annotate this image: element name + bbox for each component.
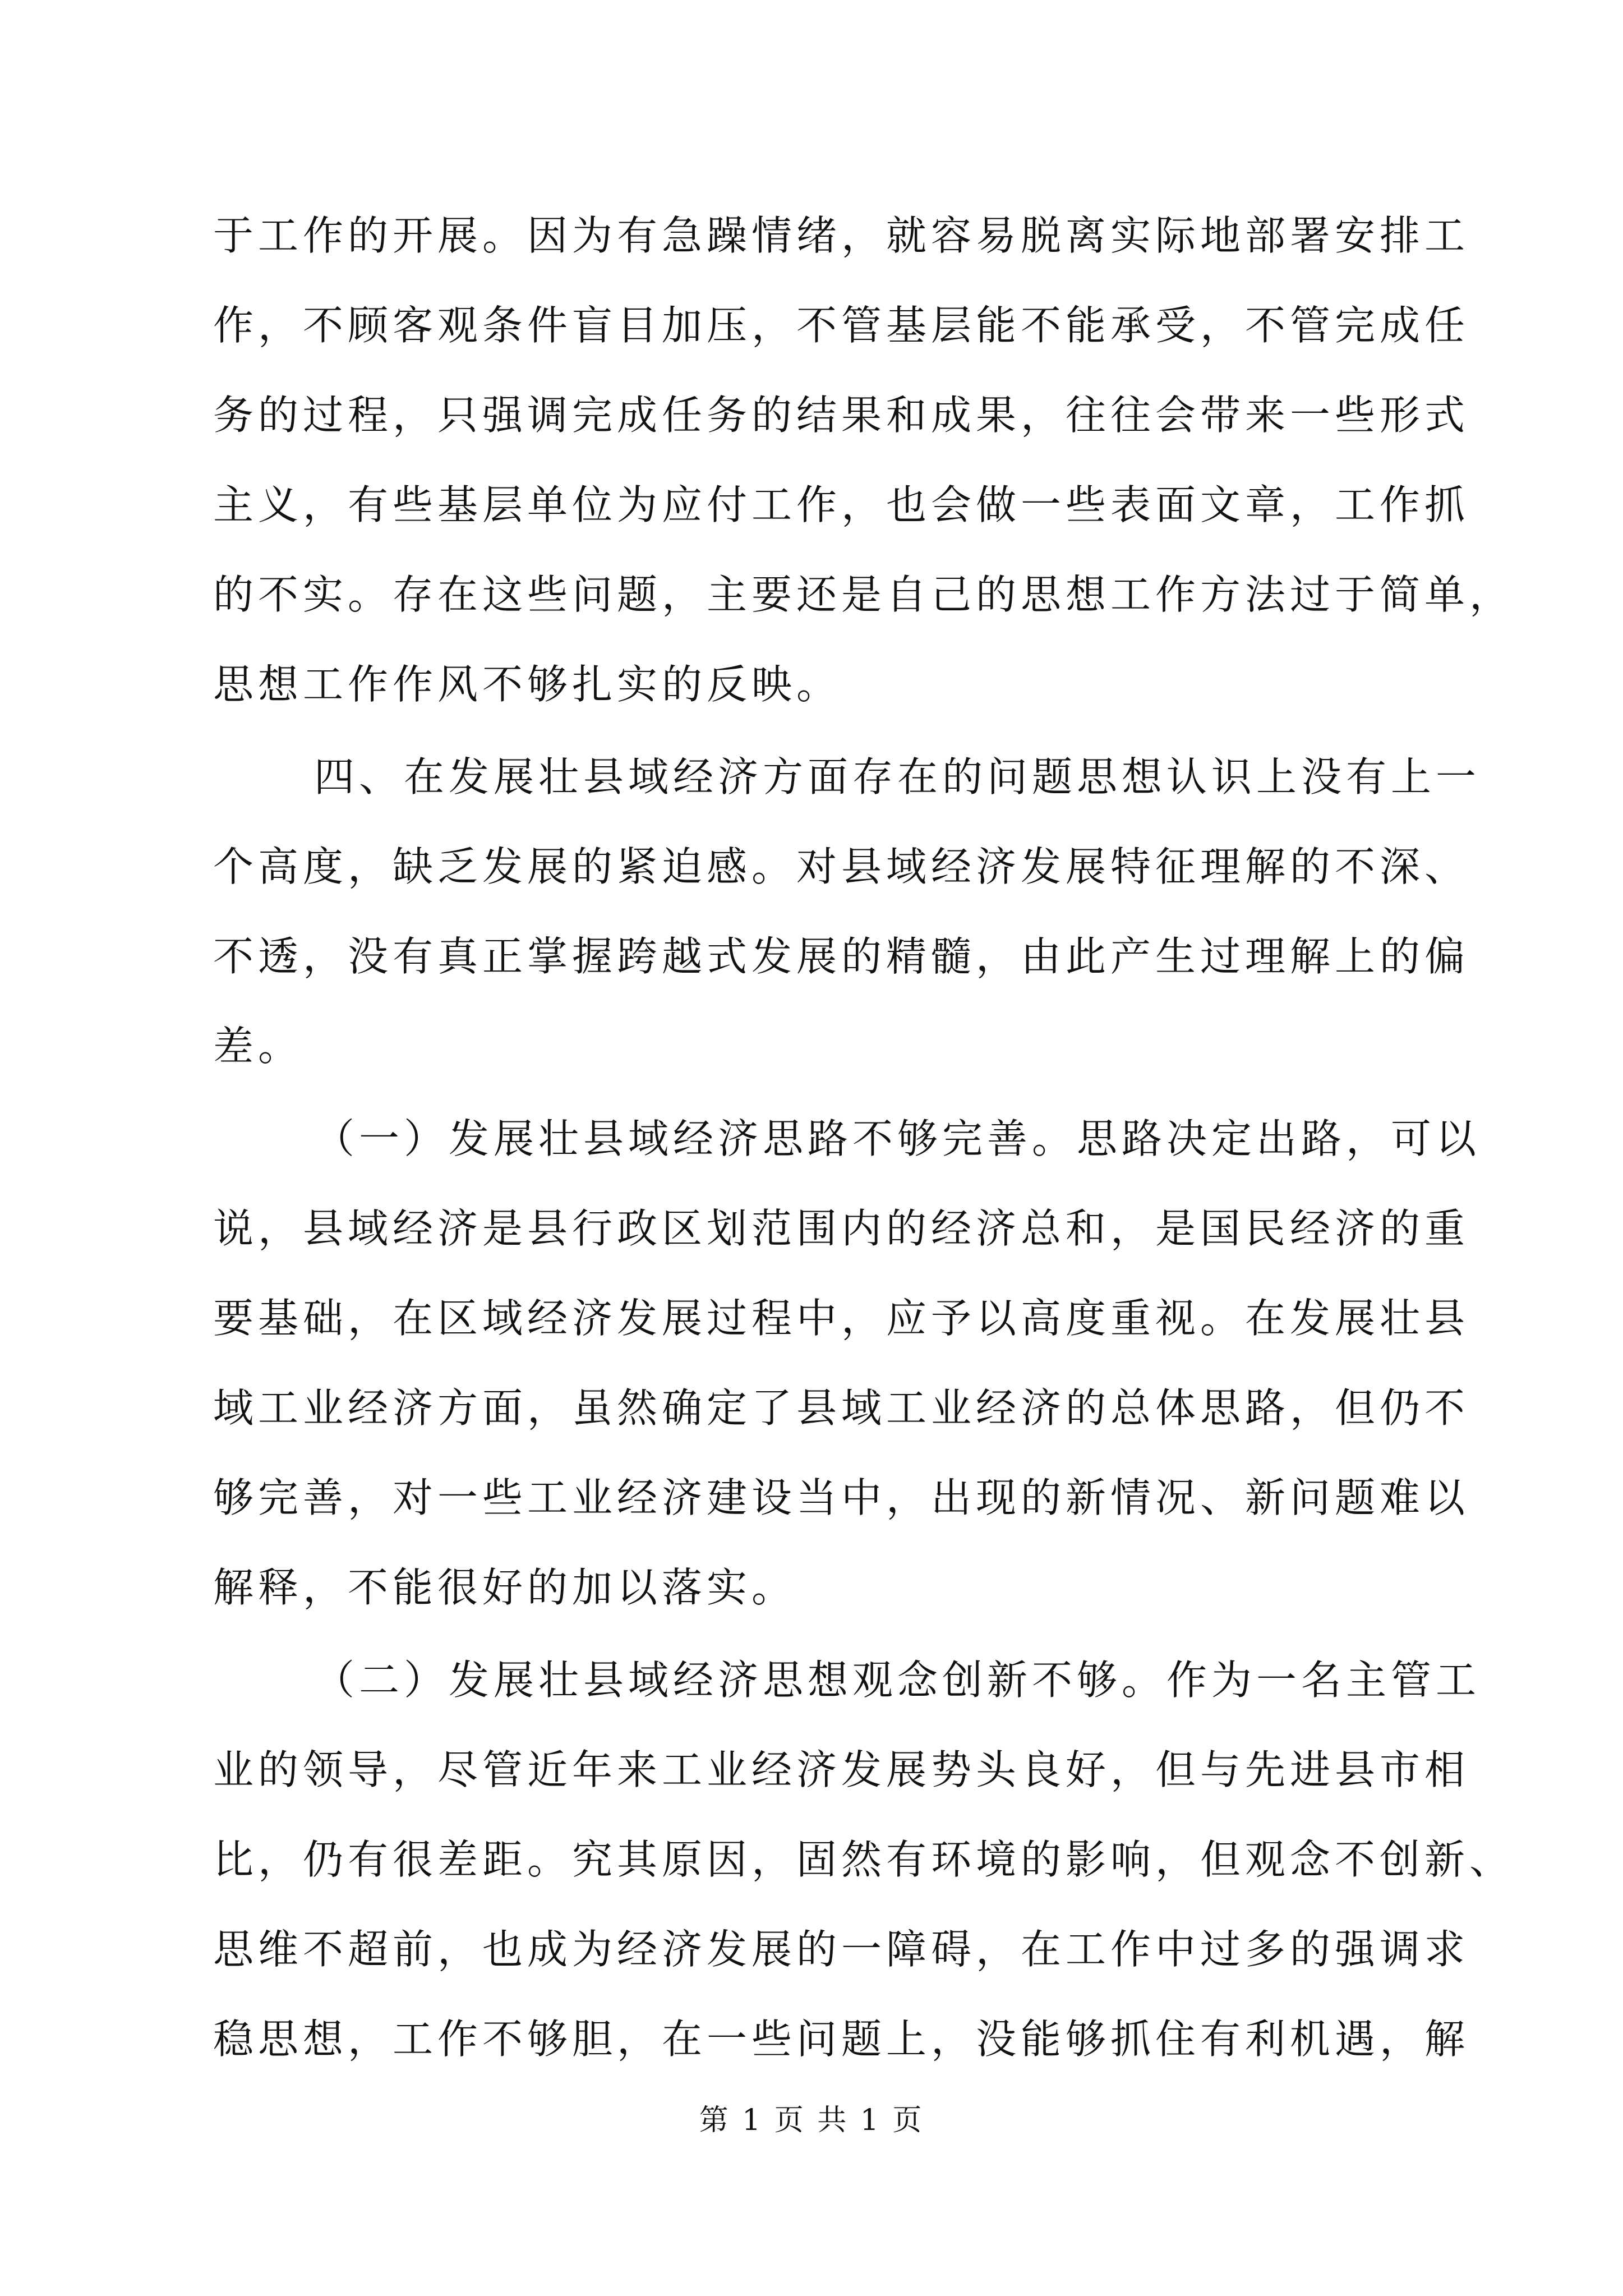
text-line: 务的过程，只强调完成任务的结果和成果，往往会带来一些形式 <box>213 392 1470 439</box>
text-line: 要基础，在区域经济发展过程中，应予以高度重视。在发展壮县 <box>213 1295 1470 1342</box>
text-line: 主义，有些基层单位为应付工作，也会做一些表面文章，工作抓 <box>213 481 1470 528</box>
text-line: 作，不顾客观条件盲目加压，不管基层能不能承受，不管完成任 <box>213 302 1470 349</box>
text-line: 思维不超前，也成为经济发展的一障碍，在工作中过多的强调求 <box>213 1926 1470 1973</box>
text-line: （一）发展壮县域经济思路不够完善。思路决定出路，可以 <box>314 1115 1481 1162</box>
text-line: 思想工作作风不够扎实的反映。 <box>213 661 842 708</box>
text-line: 解释，不能很好的加以落实。 <box>213 1564 797 1611</box>
text-line: 稳思想，工作不够胆，在一些问题上，没能够抓住有利机遇，解 <box>213 2016 1470 2063</box>
page-number-footer: 第 1 页 共 1 页 <box>699 2104 924 2137</box>
text-line: 于工作的开展。因为有急躁情绪，就容易脱离实际地部署安排工 <box>213 212 1470 259</box>
text-line: （二）发展壮县域经济思想观念创新不够。作为一名主管工 <box>314 1657 1481 1704</box>
text-line: 够完善，对一些工业经济建设当中，出现的新情况、新问题难以 <box>213 1474 1470 1521</box>
text-line: 个高度，缺乏发展的紧迫感。对县域经济发展特征理解的不深、 <box>213 843 1470 890</box>
text-line: 差。 <box>213 1023 303 1070</box>
text-line: 的不实。存在这些问题，主要还是自己的思想工作方法过于简单， <box>213 571 1515 618</box>
text-line: 不透，没有真正掌握跨越式发展的精髓，由此产生过理解上的偏 <box>213 933 1470 980</box>
text-line: 四、在发展壮县域经济方面存在的问题思想认识上没有上一 <box>314 753 1481 800</box>
text-line: 域工业经济方面，虽然确定了县域工业经济的总体思路，但仍不 <box>213 1384 1470 1432</box>
text-line: 说，县域经济是县行政区划范围内的经济总和，是国民经济的重 <box>213 1205 1470 1252</box>
text-line: 比，仍有很差距。究其原因，固然有环境的影响，但观念不创新、 <box>213 1836 1515 1883</box>
text-line: 业的领导，尽管近年来工业经济发展势头良好，但与先进县市相 <box>213 1746 1470 1793</box>
